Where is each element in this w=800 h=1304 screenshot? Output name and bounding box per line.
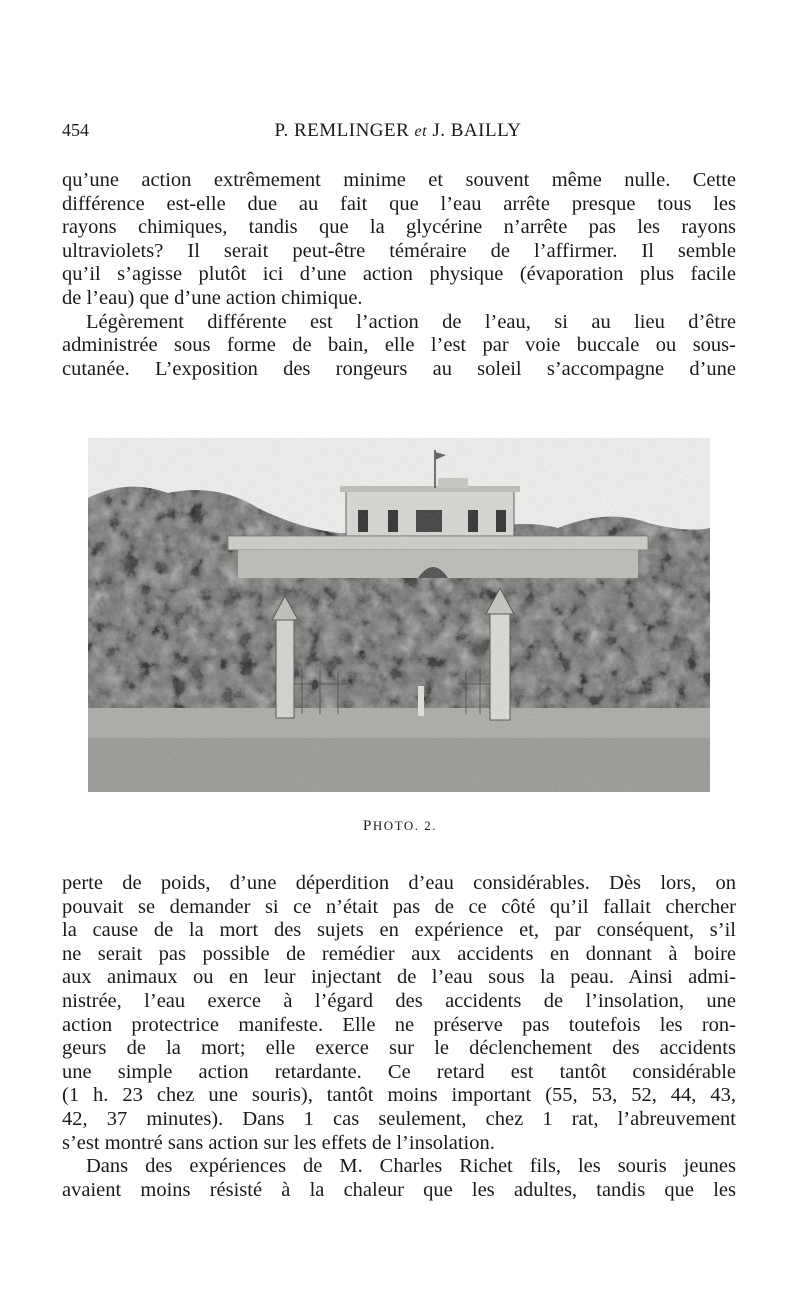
photograph [88, 438, 710, 792]
photo-caption [0, 818, 800, 835]
text-line: une simple action retardante. Ce retard est tantôt considérable [62, 1060, 736, 1083]
author-2: J. BAILLY [432, 120, 522, 141]
text-line: ultraviolets? Il serait peut-être téméraire de l’affirmer. Il semble [62, 239, 736, 262]
page-number: 454 [62, 120, 89, 140]
text-line: différence est-elle due au fait que l’eau arrête presque tous les [62, 192, 736, 215]
text-line: ne serait pas possible de remédier aux accidents en donnant à boire [62, 942, 736, 965]
body-text-top [62, 169, 736, 381]
text-line: qu’une action extrêmement minime et souvent même nulle. Cette [62, 169, 736, 191]
text-line: avaient moins résisté à la chaleur que les adultes, tandis que les [62, 1178, 736, 1201]
text-line: cutanée. L’exposition des rongeurs au soleil s’accompagne d’une [62, 357, 736, 380]
body-text-bottom [62, 872, 736, 1202]
text-line: s’est montré sans action sur les effets de l’insolation. [62, 1131, 495, 1154]
text-line: geurs de la mort; elle exerce sur le déclenchement des accidents [62, 1037, 736, 1060]
author-conjunction: et [414, 123, 428, 140]
caption-rest: HOTO. 2. [372, 818, 437, 833]
text-line: la cause de la mort des sujets en expérience et, par conséquent, s’il [62, 919, 736, 942]
text-line: rayons chimiques, tandis que la glycérine n’arrête pas les rayons [62, 216, 736, 239]
text-line: perte de poids, d’une déperdition d’eau considérables. Dès lors, on [62, 872, 736, 894]
text-line: qu’il s’agisse plutôt ici d’une action physique (évaporation plus facile [62, 263, 736, 286]
page-header [62, 120, 734, 148]
author-1: P. REMLINGER [274, 120, 410, 141]
text-line: aux animaux ou en leur injectant de l’eau sous la peau. Ainsi admi- [62, 966, 736, 989]
running-head [62, 120, 734, 142]
caption-initial: P [363, 818, 373, 834]
text-line: Dans des expériences de M. Charles Richet fils, les souris jeunes [86, 1155, 736, 1178]
building-photo [88, 438, 710, 792]
text-line: action protectrice manifeste. Elle ne préserve pas toutefois les ron- [62, 1013, 736, 1036]
text-line: de l’eau) que d’une action chimique. [62, 286, 363, 309]
text-line: Légèrement différente est l’action de l’eau, si au lieu d’être [86, 310, 736, 333]
text-line: 42, 37 minutes). Dans 1 cas seulement, chez 1 rat, l’abreuvement [62, 1107, 736, 1130]
text-line: (1 h. 23 chez une souris), tantôt moins important (55, 53, 52, 44, 43, [62, 1084, 736, 1107]
text-line: pouvait se demander si ce n’était pas de ce côté qu’il fallait chercher [62, 895, 736, 918]
text-line: nistrée, l’eau exerce à l’égard des accidents de l’insolation, une [62, 989, 736, 1012]
text-line: administrée sous forme de bain, elle l’est par voie buccale ou sous- [62, 334, 736, 357]
